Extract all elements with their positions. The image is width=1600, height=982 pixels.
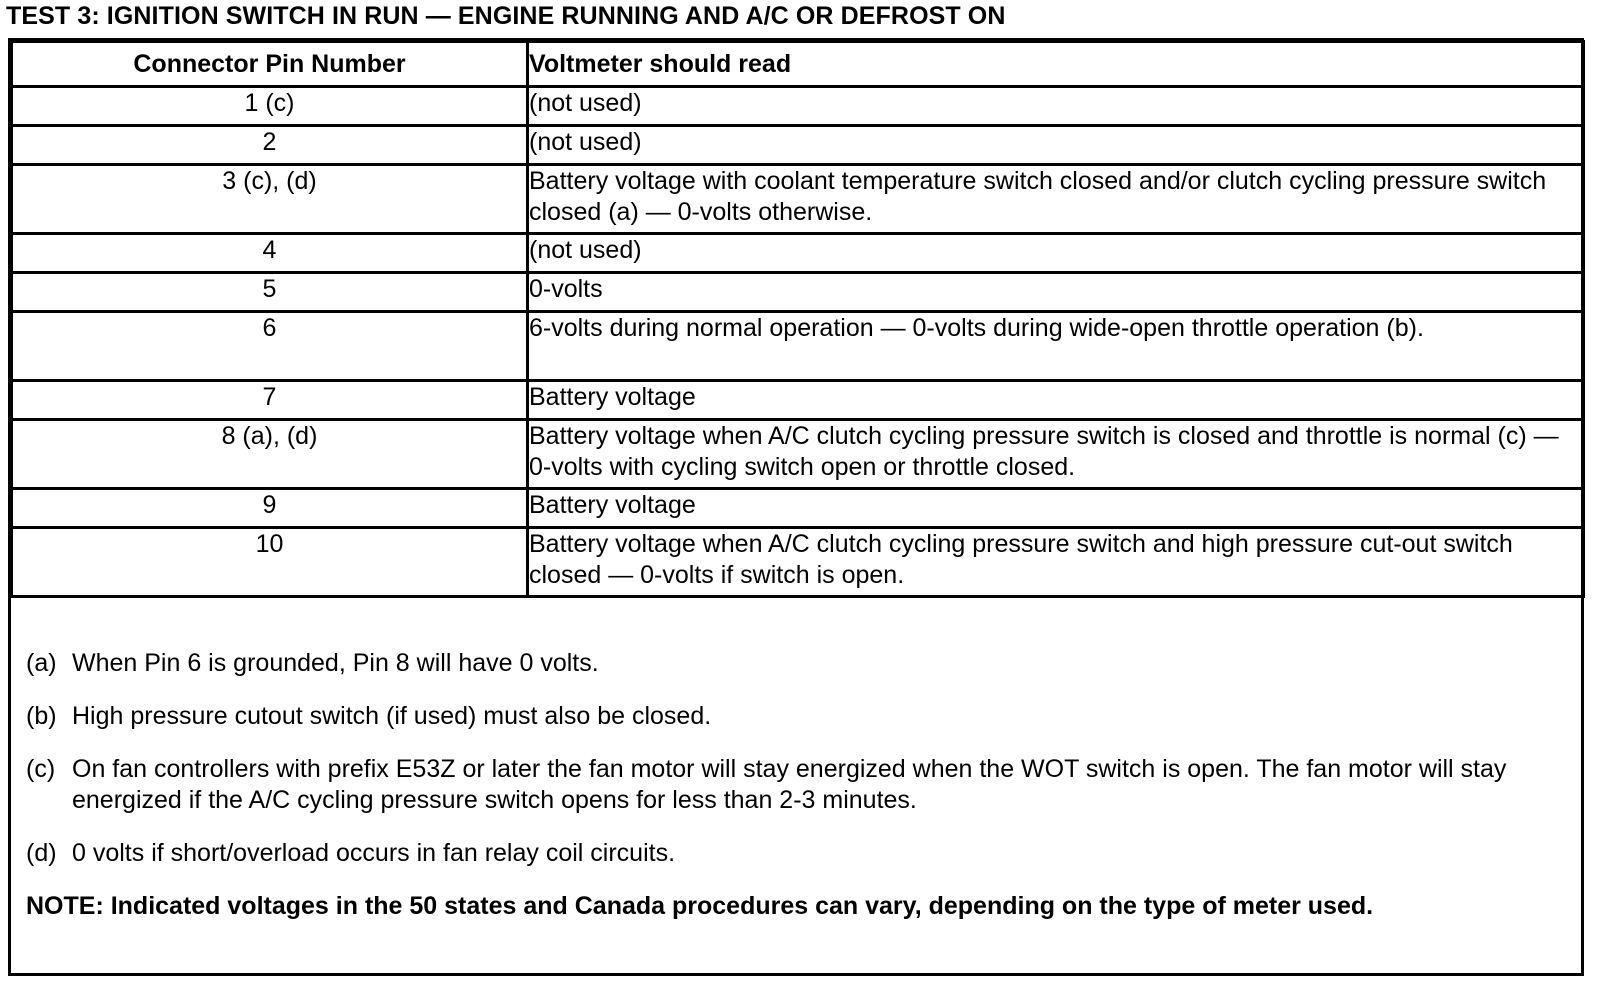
table-row — [12, 126, 1584, 165]
footnote-text: When Pin 6 is grounded, Pin 8 will have 0 volts. — [72, 649, 599, 677]
footnote-mark: (b) — [26, 702, 57, 730]
footnote-mark: (c) — [26, 755, 56, 783]
table-row — [12, 87, 1584, 126]
pin-number: 8 (a), (d) — [12, 420, 528, 489]
pin-number: 4 — [12, 234, 528, 273]
meter-note: NOTE: Indicated voltages in the 50 states and Canada procedures can vary, depending on the type of meter used. — [26, 892, 1374, 920]
table-row — [12, 381, 1584, 420]
footnote-mark: (a) — [26, 649, 57, 677]
footnote-a — [26, 648, 1566, 679]
voltmeter-reading: Battery voltage — [528, 381, 1584, 420]
footnote-d — [26, 838, 1566, 869]
pin-number: 2 — [12, 126, 528, 165]
header-voltmeter-reading: Voltmeter should read — [528, 42, 1584, 87]
voltmeter-reading: Battery voltage with coolant temperature switch closed and/or clutch cycling pressure switch closed (a) — 0-volts otherwise. — [528, 165, 1584, 234]
header-connector-pin: Connector Pin Number — [12, 42, 528, 87]
voltmeter-reading: (not used) — [528, 234, 1584, 273]
pin-number: 1 (c) — [12, 87, 528, 126]
table-header-row — [12, 42, 1584, 87]
footnotes — [26, 648, 1566, 922]
pin-number: 3 (c), (d) — [12, 165, 528, 234]
footnote-text: On fan controllers with prefix E53Z or later the fan motor will stay energized when the WOT switch is open. The fan motor will stay energized if the A/C cycling pressure switch opens for less than 2-3 minutes. — [72, 755, 1507, 814]
test-title: TEST 3: IGNITION SWITCH IN RUN — ENGINE RUNNING AND A/C OR DEFROST ON — [6, 2, 1006, 30]
pin-number: 10 — [12, 528, 528, 597]
footnote-mark: (d) — [26, 839, 57, 867]
footnote-text: 0 volts if short/overload occurs in fan relay coil circuits. — [72, 839, 676, 867]
voltmeter-reading: Battery voltage — [528, 489, 1584, 528]
pin-number: 5 — [12, 273, 528, 312]
footnote-text: High pressure cutout switch (if used) must also be closed. — [72, 702, 712, 730]
table-row — [12, 273, 1584, 312]
voltmeter-reading: (not used) — [528, 87, 1584, 126]
table-row — [12, 420, 1584, 489]
table-row — [12, 528, 1584, 597]
voltmeter-reading: 0-volts — [528, 273, 1584, 312]
voltmeter-reading: Battery voltage when A/C clutch cycling pressure switch is closed and throttle is normal (c) — 0-volts with cycling switch open or throttle closed. — [528, 420, 1584, 489]
voltmeter-reading: 6-volts during normal operation — 0-volts during wide-open throttle operation (b). — [528, 312, 1584, 381]
table-row — [12, 165, 1584, 234]
voltmeter-reading: (not used) — [528, 126, 1584, 165]
table-row — [12, 312, 1584, 381]
table-row — [12, 489, 1584, 528]
pin-number: 9 — [12, 489, 528, 528]
pin-number: 7 — [12, 381, 528, 420]
voltmeter-reading: Battery voltage when A/C clutch cycling pressure switch and high pressure cut-out switch closed — 0-volts if switch is open. — [528, 528, 1584, 597]
pin-number: 6 — [12, 312, 528, 381]
footnote-b — [26, 701, 1566, 732]
pin-voltage-table — [10, 40, 1585, 598]
table-row — [12, 234, 1584, 273]
footnote-c — [26, 754, 1566, 816]
